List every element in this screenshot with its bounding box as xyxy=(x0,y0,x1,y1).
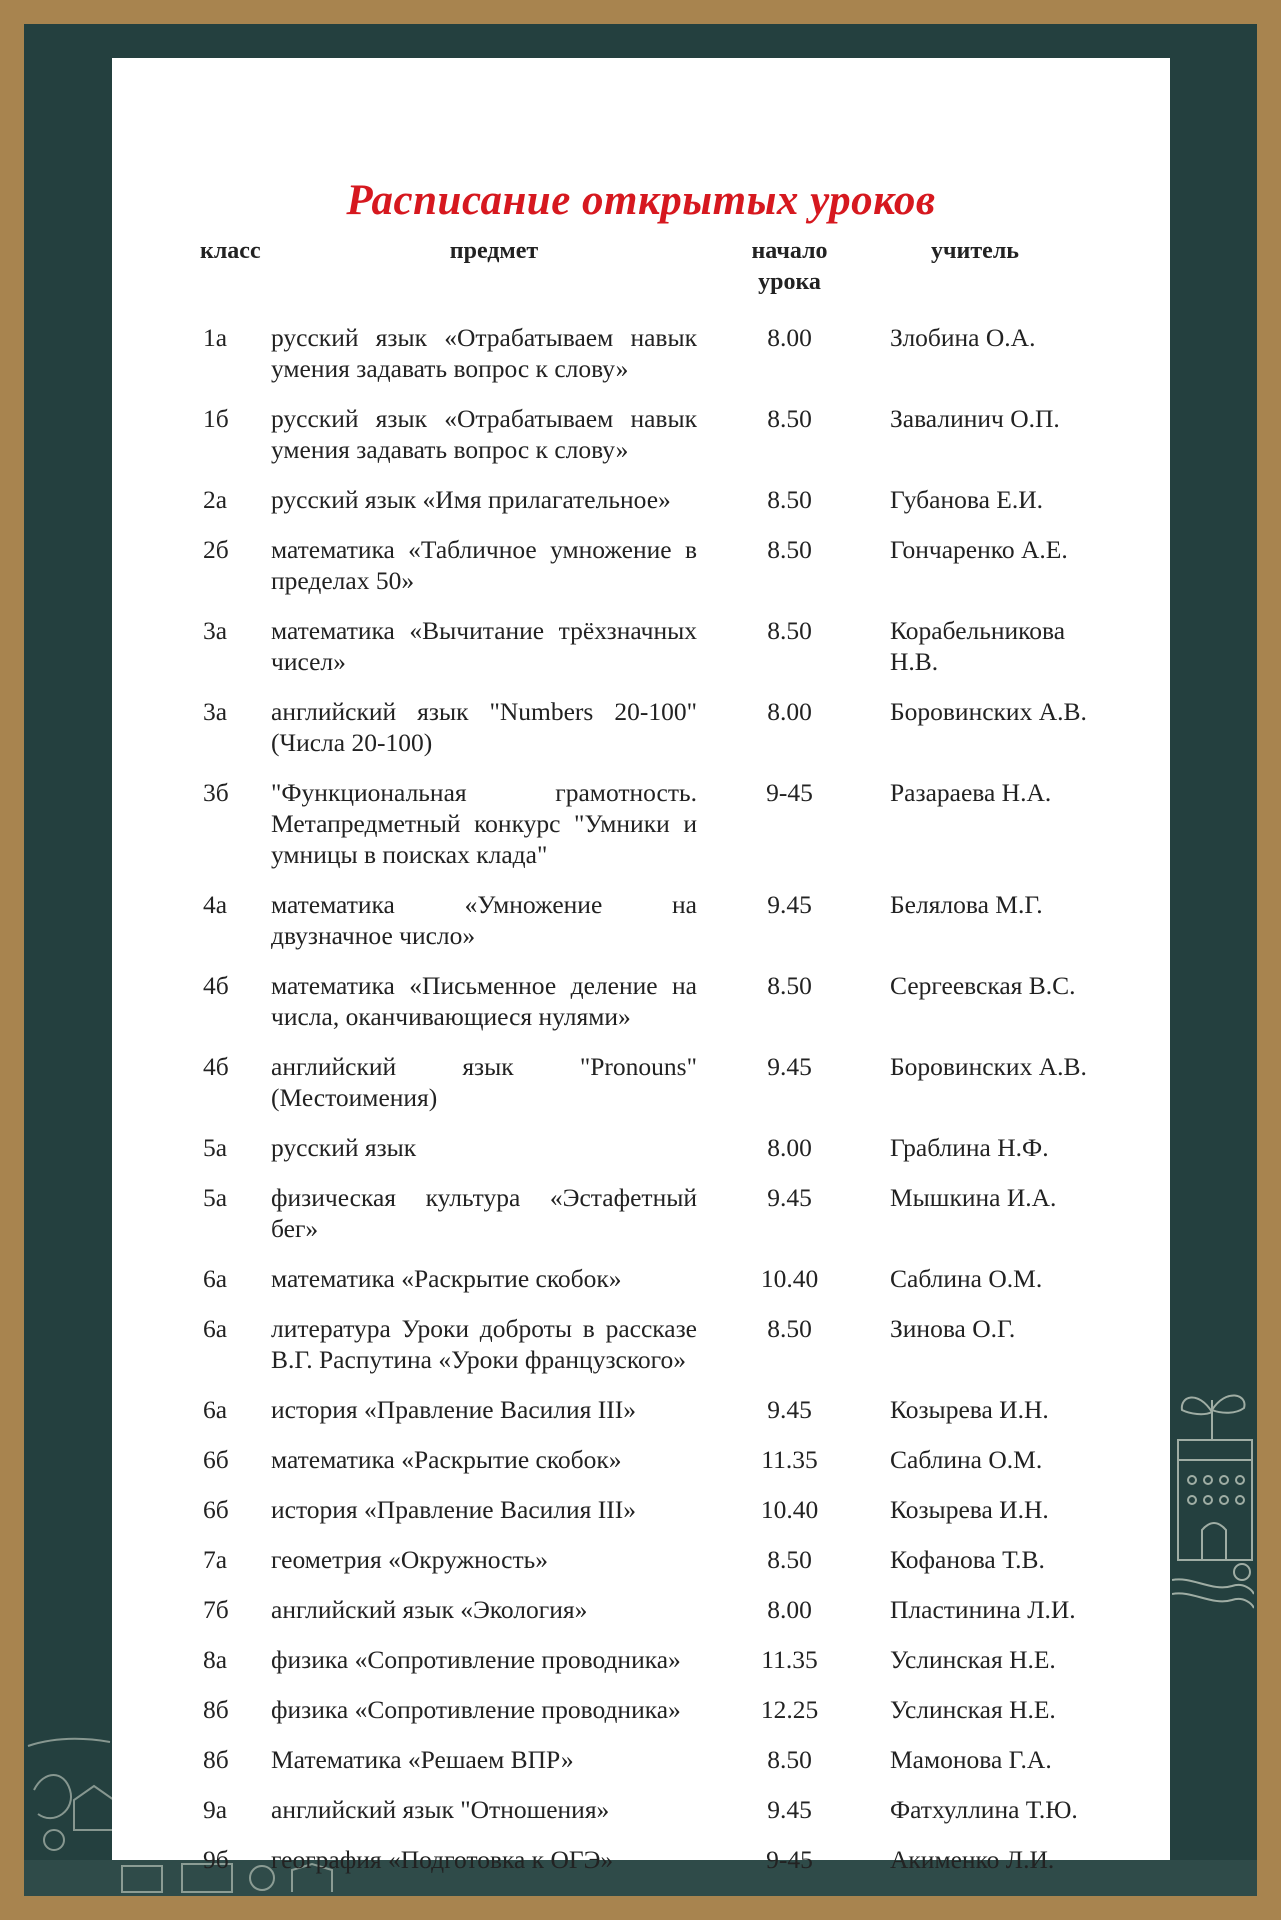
cell-teacher: Злобина О.А. xyxy=(890,323,1036,352)
cell-teacher: Пластинина Л.И. xyxy=(890,1595,1076,1624)
cell-teacher: Саблина О.М. xyxy=(890,1445,1043,1474)
table-row xyxy=(200,403,1088,484)
table-row xyxy=(200,1494,1088,1544)
table-row xyxy=(200,1444,1088,1494)
cell-start-time: 8.50 xyxy=(767,1545,812,1574)
table-row xyxy=(200,1132,1088,1182)
cell-teacher: Боровинских А.В. xyxy=(890,1052,1087,1081)
cell-start-time: 8.50 xyxy=(767,1745,812,1774)
table-row xyxy=(200,1182,1088,1263)
cell-class: 5а xyxy=(203,1133,228,1162)
table-row xyxy=(200,1794,1088,1844)
header-subject: предмет xyxy=(449,238,539,264)
cell-teacher: Боровинских А.В. xyxy=(890,697,1087,726)
cell-teacher: Завалинич О.П. xyxy=(890,404,1060,433)
cell-start-time: 8.00 xyxy=(767,1133,812,1162)
cell-subject: математика «Письменное деление на числа, оканчивающиеся нулями» xyxy=(271,971,697,1031)
cell-subject: история «Правление Василия III» xyxy=(271,1495,636,1524)
cell-teacher: Саблина О.М. xyxy=(890,1264,1043,1293)
header-teacher: учитель xyxy=(931,238,1019,264)
cell-subject: литература Уроки доброты в рассказе В.Г. Распутина «Уроки французского» xyxy=(271,1314,697,1374)
table-header-row xyxy=(200,236,1088,322)
cell-start-time: 9.45 xyxy=(767,890,812,919)
cell-class: 7б xyxy=(203,1595,229,1624)
table-row xyxy=(200,1051,1088,1132)
cell-subject: математика «Табличное умножение в пределах 50» xyxy=(271,535,697,595)
header-start-time-line1: начало xyxy=(751,238,828,264)
cell-teacher: Мамонова Г.А. xyxy=(890,1745,1052,1774)
cell-class: 9б xyxy=(203,1845,229,1874)
cell-class: 7а xyxy=(203,1545,228,1574)
table-row xyxy=(200,615,1088,696)
cell-start-time: 11.35 xyxy=(761,1445,818,1474)
cell-start-time: 11.35 xyxy=(761,1645,818,1674)
cell-teacher: Губанова Е.И. xyxy=(890,485,1044,514)
table-row xyxy=(200,534,1088,615)
cell-subject: физическая культура «Эстафетный бег» xyxy=(271,1183,697,1243)
cell-start-time: 10.40 xyxy=(760,1495,819,1524)
cell-subject: английский язык «Экология» xyxy=(271,1595,588,1624)
cell-class: 6а xyxy=(203,1395,228,1424)
table-row xyxy=(200,1394,1088,1444)
cell-class: 3а xyxy=(203,616,228,645)
cell-start-time: 8.50 xyxy=(767,971,812,1000)
header-start-time-line2: урока xyxy=(758,269,821,295)
cell-teacher: Кофанова Т.В. xyxy=(890,1545,1045,1574)
cell-class: 1а xyxy=(203,323,228,352)
table-row xyxy=(200,1544,1088,1594)
cell-start-time: 8.50 xyxy=(767,485,812,514)
cell-subject: математика «Раскрытие скобок» xyxy=(271,1445,622,1474)
cell-subject: русский язык «Имя прилагательное» xyxy=(271,485,671,514)
header-class: класс xyxy=(200,238,261,264)
cell-start-time: 8.00 xyxy=(767,323,812,352)
cell-class: 8б xyxy=(203,1695,229,1724)
cell-subject: математика «Умножение на двузначное число» xyxy=(271,890,697,950)
cell-start-time: 9-45 xyxy=(766,1845,813,1874)
cell-subject: английский язык "Numbers 20-100" (Числа 20-100) xyxy=(271,697,697,757)
cell-subject: история «Правление Василия III» xyxy=(271,1395,636,1424)
cell-subject: английский язык "Pronouns" (Местоимения) xyxy=(271,1052,697,1112)
cell-teacher: Зинова О.Г. xyxy=(890,1314,1016,1343)
cell-class: 4б xyxy=(203,971,229,1000)
cell-class: 3б xyxy=(203,778,229,807)
cell-start-time: 8.50 xyxy=(767,535,812,564)
cell-start-time: 9-45 xyxy=(766,778,813,807)
cell-class: 6б xyxy=(203,1495,229,1524)
cell-start-time: 9.45 xyxy=(767,1052,812,1081)
schedule-body xyxy=(200,322,1088,1894)
table-row xyxy=(200,1694,1088,1744)
cell-class: 3а xyxy=(203,697,228,726)
table-row xyxy=(200,889,1088,970)
cell-subject: физика «Сопротивление проводника» xyxy=(271,1645,681,1674)
cell-teacher: Разараева Н.А. xyxy=(890,778,1052,807)
cell-class: 6а xyxy=(203,1264,228,1293)
cell-class: 6б xyxy=(203,1445,229,1474)
cell-class: 2а xyxy=(203,485,228,514)
cell-class: 2б xyxy=(203,535,229,564)
cell-teacher: Корабельникова Н.В. xyxy=(890,616,1066,676)
cell-subject: "Функциональная грамотность. Метапредметный конкурс "Умники и умницы в поисках клада" xyxy=(271,778,697,869)
cell-teacher: Мышкина И.А. xyxy=(890,1183,1057,1212)
cell-subject: геометрия «Окружность» xyxy=(271,1545,548,1574)
cell-start-time: 9.45 xyxy=(767,1183,812,1212)
table-row xyxy=(200,970,1088,1051)
schedule-sheet xyxy=(112,58,1170,1874)
cell-teacher: Сергеевская В.С. xyxy=(890,971,1076,1000)
cell-teacher: Белялова М.Г. xyxy=(890,890,1043,919)
cell-subject: Математика «Решаем ВПР» xyxy=(271,1745,574,1774)
cell-subject: английский язык "Отношения» xyxy=(271,1795,610,1824)
cell-class: 9а xyxy=(203,1795,228,1824)
cell-start-time: 12.25 xyxy=(760,1695,819,1724)
cell-class: 4б xyxy=(203,1052,229,1081)
cell-class: 4а xyxy=(203,890,228,919)
cell-subject: физика «Сопротивление проводника» xyxy=(271,1695,681,1724)
cell-teacher: Козырева И.Н. xyxy=(890,1495,1049,1524)
chalk-tree-house-doodle xyxy=(1172,1380,1254,1620)
schedule-table xyxy=(200,236,1088,1894)
table-row xyxy=(200,777,1088,889)
cell-teacher: Акименко Л.И. xyxy=(890,1845,1055,1874)
table-row xyxy=(200,1594,1088,1644)
cell-teacher: Граблина Н.Ф. xyxy=(890,1133,1049,1162)
cell-class: 8а xyxy=(203,1645,228,1674)
cell-subject: русский язык «Отрабатываем навык умения задавать вопрос к слову» xyxy=(271,404,697,464)
cell-teacher: Услинская Н.Е. xyxy=(890,1645,1056,1674)
cell-start-time: 8.00 xyxy=(767,697,812,726)
cell-start-time: 8.50 xyxy=(767,1314,812,1343)
header-start-time xyxy=(717,236,862,322)
cell-subject: география «Подготовка к ОГЭ» xyxy=(271,1845,614,1874)
table-row xyxy=(200,1263,1088,1313)
cell-teacher: Гончаренко А.Е. xyxy=(890,535,1068,564)
cell-start-time: 9.45 xyxy=(767,1795,812,1824)
cell-teacher: Козырева И.Н. xyxy=(890,1395,1049,1424)
table-row xyxy=(200,1744,1088,1794)
cell-start-time: 10.40 xyxy=(760,1264,819,1293)
cell-start-time: 8.00 xyxy=(767,1595,812,1624)
table-row xyxy=(200,1313,1088,1394)
cell-start-time: 9.45 xyxy=(767,1395,812,1424)
cell-start-time: 8.50 xyxy=(767,616,812,645)
cell-teacher: Фатхуллина Т.Ю. xyxy=(890,1795,1078,1824)
cell-class: 8б xyxy=(203,1745,229,1774)
table-row xyxy=(200,322,1088,403)
cell-class: 5а xyxy=(203,1183,228,1212)
cell-subject: русский язык «Отрабатываем навык умения задавать вопрос к слову» xyxy=(271,323,697,383)
table-row xyxy=(200,696,1088,777)
cell-subject: математика «Раскрытие скобок» xyxy=(271,1264,622,1293)
cell-subject: математика «Вычитание трёхзначных чисел» xyxy=(271,616,697,676)
table-row xyxy=(200,484,1088,534)
table-row xyxy=(200,1844,1088,1894)
page-title: Расписание открытых уроков xyxy=(346,177,936,224)
cell-class: 1б xyxy=(203,404,229,433)
cell-class: 6а xyxy=(203,1314,228,1343)
cell-subject: русский язык xyxy=(271,1133,417,1162)
cell-start-time: 8.50 xyxy=(767,404,812,433)
cell-teacher: Услинская Н.Е. xyxy=(890,1695,1056,1724)
table-row xyxy=(200,1644,1088,1694)
